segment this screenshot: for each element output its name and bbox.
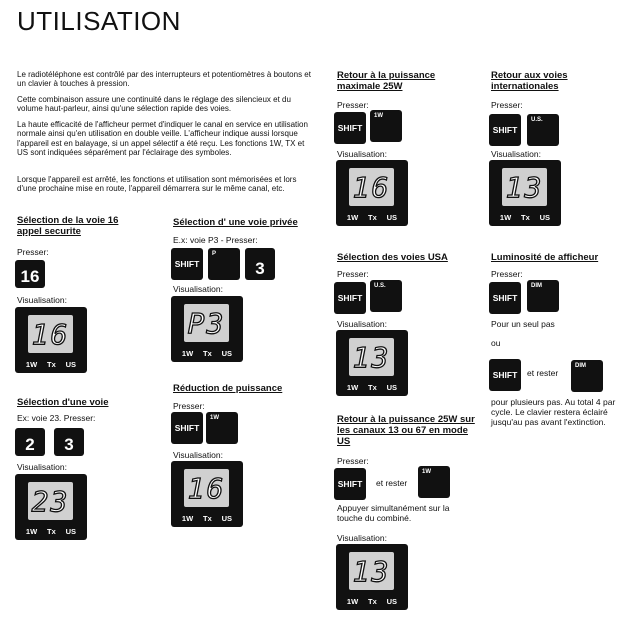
display-retour25us [336,544,408,610]
lcd-readout: 16 [349,168,394,206]
intro-paragraph-1: Le radiotéléphone est contrôlé par des interrupteurs et potentiomètres à boutons et un clavier à touches à pression. [17,70,311,89]
visualisation-label: Visualisation: [173,450,223,460]
shift-key[interactable]: SHIFT [489,282,521,314]
indicator-tx: Tx [368,213,377,222]
key-16[interactable]: 16 [15,260,45,288]
heading-voie: Sélection d'une voie [17,397,109,408]
indicator-us: US [386,383,398,392]
shift-key[interactable]: SHIFT [334,468,366,500]
display-voie16 [15,307,87,373]
rester-label: et rester [376,478,408,488]
lcd-readout: P3 [184,304,229,342]
indicator-1w: 1W [346,213,359,222]
indicator-us: US [386,213,398,222]
example-privee: E.x: voie P3 - Presser: [173,235,258,245]
intro-paragraph-4: Lorsque l'appareil est arrêté, les fonctions et utilisation sont mémorisées et lors d'une prochaine mise en route, l'appareil démarrera sur le même canal, etc. [17,175,297,194]
key-1w[interactable]: 1W [370,110,402,142]
key-us[interactable]: U.S. [370,280,402,312]
indicator-tx: Tx [368,383,377,392]
key-p[interactable]: P [208,248,240,280]
indicator-tx: Tx [368,597,377,606]
indicator-1w: 1W [346,383,359,392]
ou-label: ou [491,338,501,348]
key-1w[interactable]: 1W [418,466,450,498]
heading-voie16: Sélection de la voie 16 appel securite [17,215,119,237]
indicator-1w: 1W [25,527,38,536]
shift-key[interactable]: SHIFT [489,359,521,391]
display-usa [336,330,408,396]
key-2[interactable]: 2 [15,428,45,456]
heading-retour25us: Retour à la puissance 25W sur les canaux 13 ou 67 en mode US [337,414,475,447]
shift-key[interactable]: SHIFT [171,248,203,280]
visualisation-label: Visualisation: [337,149,387,159]
visualisation-label: Visualisation: [337,319,387,329]
presser-label: Presser: [491,100,523,110]
indicator-tx: Tx [203,514,212,523]
indicator-us: US [65,360,77,369]
key-dim[interactable]: DIM [571,360,603,392]
display-internationales [489,160,561,226]
indicator-us: US [386,597,398,606]
intro-paragraph-2: Cette combinaison assure une continuité dans le réglage des silencieux et du volume haut-parleur, ainsi qu'une sélection rapide des voies. [17,95,291,114]
presser-label: Presser: [337,269,369,279]
key-3[interactable]: 3 [54,428,84,456]
rester-label: et rester [527,368,559,378]
lcd-readout: 16 [184,469,229,507]
heading-usa: Sélection des voies USA [337,252,448,263]
lcd-readout: 23 [28,482,73,520]
note-retour25us: Appuyer simultanément sur la touche du combiné. [337,503,450,523]
heading-internationales: Retour aux voies internationales [491,70,568,92]
display-privee [171,296,243,362]
heading-luminosite: Luminosité de afficheur [491,252,599,263]
heading-privee: Sélection d' une voie privée [173,217,298,228]
note-luminosite: pour plusieurs pas. Au total 4 par cycle. Le clavier restera éclairé jusqu'au pas avant l'extinction. [491,397,616,427]
seul-pas-label: Pour un seul pas [491,319,555,329]
indicator-1w: 1W [181,514,194,523]
display-retour25 [336,160,408,226]
indicator-us: US [221,514,233,523]
indicator-us: US [539,213,551,222]
presser-label: Presser: [491,269,523,279]
shift-key[interactable]: SHIFT [171,412,203,444]
display-voie [15,474,87,540]
visualisation-label: Visualisation: [491,149,541,159]
indicator-1w: 1W [346,597,359,606]
visualisation-label: Visualisation: [17,295,67,305]
indicator-us: US [65,527,77,536]
intro-paragraph-3: La haute efficacité de l'afficheur permet d'indiquer le canal en service en utilisation normale ainsi qu'en utilisation en double veille. L'afficheur indique aussi lorsque l'appareil est en balayage, si un appel sélectif a été reçu. Les fonctions 1W, TX et US sont indiquées séparément par l'éclairage des symboles. [17,120,308,158]
indicator-tx: Tx [47,527,56,536]
example-voie: Ex: voie 23. Presser: [17,413,96,423]
shift-key[interactable]: SHIFT [489,114,521,146]
key-1w[interactable]: 1W [206,412,238,444]
heading-retour25: Retour à la puissance maximale 25W [337,70,436,92]
lcd-readout: 13 [502,168,547,206]
indicator-tx: Tx [47,360,56,369]
presser-label: Presser: [337,456,369,466]
indicator-tx: Tx [521,213,530,222]
indicator-1w: 1W [181,349,194,358]
shift-key[interactable]: SHIFT [334,112,366,144]
indicator-tx: Tx [203,349,212,358]
indicator-1w: 1W [25,360,38,369]
display-reduction [171,461,243,527]
key-3[interactable]: 3 [245,248,275,280]
indicator-us: US [221,349,233,358]
visualisation-label: Visualisation: [337,533,387,543]
presser-label: Presser: [17,247,49,257]
lcd-readout: 16 [28,315,73,353]
visualisation-label: Visualisation: [17,462,67,472]
indicator-1w: 1W [499,213,512,222]
page-title: UTILISATION [17,6,181,36]
lcd-readout: 13 [349,338,394,376]
presser-label: Presser: [173,401,205,411]
lcd-readout: 13 [349,552,394,590]
key-us[interactable]: U.S. [527,114,559,146]
visualisation-label: Visualisation: [173,284,223,294]
presser-label: Presser: [337,100,369,110]
heading-reduction: Réduction de puissance [173,383,283,394]
shift-key[interactable]: SHIFT [334,282,366,314]
key-dim[interactable]: DIM [527,280,559,312]
